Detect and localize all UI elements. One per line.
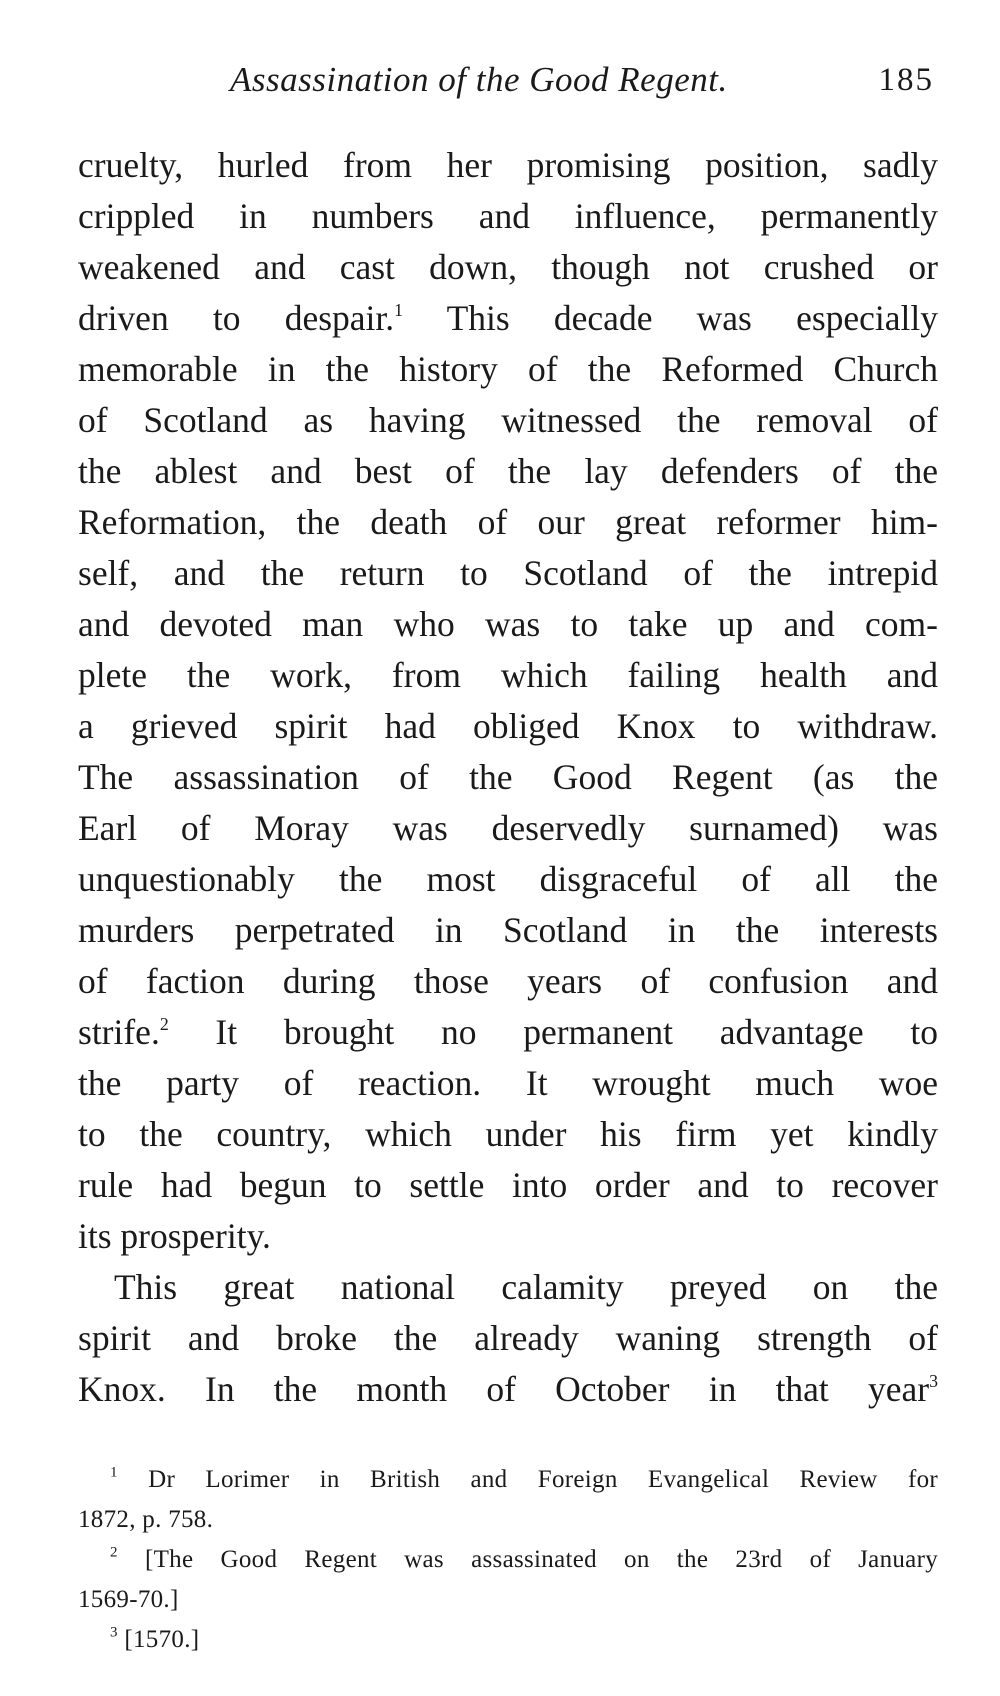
footnote-1-cont: 1872, p. 758. xyxy=(78,1506,214,1533)
text-line: of Scotland as having witnessed the removal of xyxy=(78,400,938,440)
text-line: a grieved spirit had obliged Knox to withdraw. xyxy=(78,706,938,746)
text-line: its prosperity. xyxy=(78,1216,271,1256)
text-line: cruelty, hurled from her promising position, sadly xyxy=(78,145,938,185)
text-line: driven to despair.$^1$ This decade was especially xyxy=(78,298,939,338)
text-line: The assassination of the Good Regent (as the xyxy=(78,757,938,797)
page-number: 185 xyxy=(878,62,934,98)
text-line: to the country, which under his firm yet kindly xyxy=(78,1114,938,1154)
text-line: crippled in numbers and influence, permanently xyxy=(78,196,938,236)
text-line: This great national calamity preyed on the xyxy=(114,1267,938,1307)
footnote-ref-2: 2 xyxy=(159,1013,169,1034)
text-line: and devoted man who was to take up and com- xyxy=(78,604,938,644)
footnote-2: $^2$ [The Good Regent was assassinated on the 23rd of January xyxy=(110,1544,938,1573)
text-line: memorable in the history of the Reformed Church xyxy=(78,349,938,389)
text-line: Earl of Moray was deservedly surnamed) was xyxy=(78,808,938,848)
text-line: weakened and cast down, though not crushed or xyxy=(78,247,938,287)
footnote-ref-1: 1 xyxy=(394,299,404,320)
text-line: self, and the return to Scotland of the intrepid xyxy=(78,553,938,593)
text-line: of faction during those years of confusion and xyxy=(78,961,938,1001)
running-head xyxy=(78,60,936,104)
footnote-3: $^3$ [1570.] xyxy=(110,1624,200,1653)
text-line: plete the work, from which failing health and xyxy=(78,655,938,695)
text-line: the ablest and best of the lay defenders of the xyxy=(78,451,938,491)
body-text xyxy=(78,140,938,1415)
text-line: murders perpetrated in Scotland in the interests xyxy=(78,910,938,950)
text-line: the party of reaction. It wrought much woe xyxy=(78,1063,938,1103)
footnote-ref-3: 3 xyxy=(929,1370,938,1391)
footnote-1: $^1$ Dr Lorimer in British and Foreign Evangelical Review for xyxy=(110,1464,938,1493)
footnotes xyxy=(78,1460,938,1660)
text-line: spirit and broke the already waning strength of xyxy=(78,1318,938,1358)
text-line: strife.$^2$ It brought no permanent advantage to xyxy=(78,1012,938,1052)
footnote-marker: 3 xyxy=(110,1624,118,1641)
footnote-2-cont: 1569-70.] xyxy=(78,1586,179,1613)
text-line: rule had begun to settle into order and to recover xyxy=(78,1165,938,1205)
running-title: Assassination of the Good Regent. xyxy=(230,60,728,99)
footnote-marker: 2 xyxy=(110,1544,118,1561)
text-line: unquestionably the most disgraceful of all the xyxy=(78,859,938,899)
text-line: Reformation, the death of our great reformer him- xyxy=(78,502,938,542)
footnote-marker: 1 xyxy=(110,1464,118,1481)
text-line: Knox. In the month of October in that year$^3$ xyxy=(78,1369,938,1409)
